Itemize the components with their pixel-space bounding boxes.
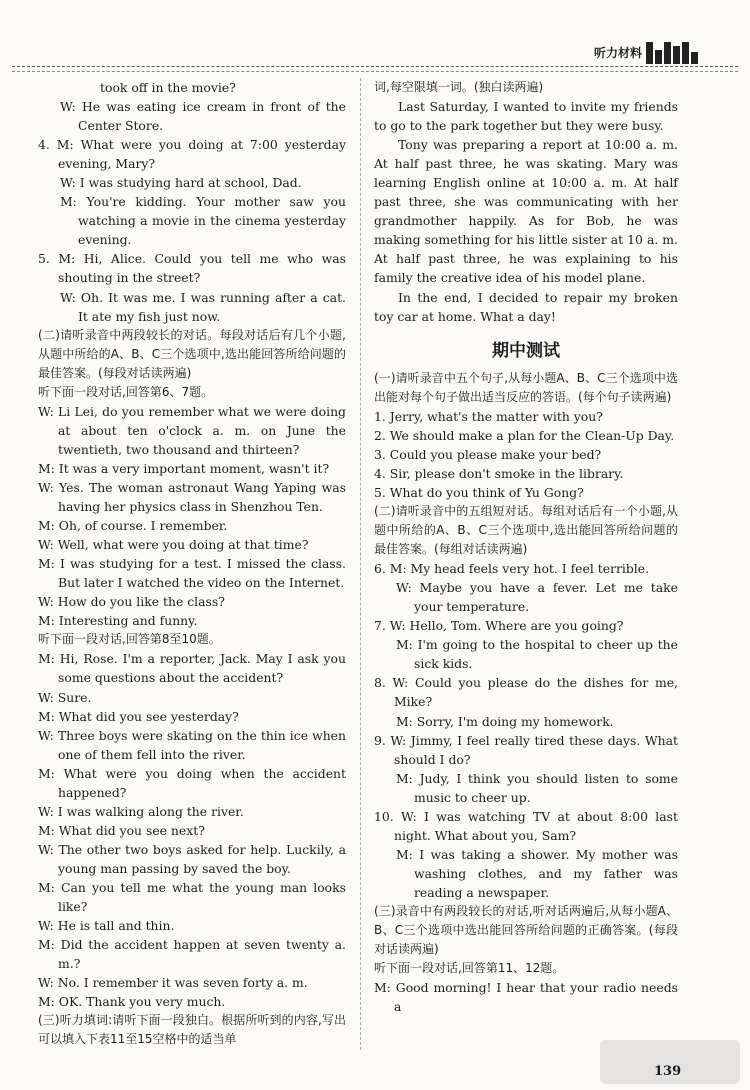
text-line: 5. M: Hi, Alice. Could you tell me who was shouting in the street? xyxy=(38,251,346,286)
text-line: M: It was a very important moment, wasn't it? xyxy=(38,460,330,476)
text-line: M: What did you see next? xyxy=(38,822,205,838)
text-line: M: Interesting and funny. xyxy=(38,613,198,629)
text-line: W: I was studying hard at school, Dad. xyxy=(60,175,302,191)
text-line: (三)录音中有两段较长的对话,听对话两遍后,从每小题A、B、C三个选项中选出能回答所给问题的正确答案。(每段对话读两遍) xyxy=(374,903,678,957)
text-line: (一)请听录音中五个句子,从每小题A、B、C三个选项中选出能对每个句子做出适当反应的答语。(每个句子读两遍) xyxy=(374,370,678,404)
column-divider xyxy=(360,78,361,1050)
text-line: W: I was walking along the river. xyxy=(38,803,244,819)
text-line: 6. M: My head feels very hot. I feel terrible. xyxy=(374,561,650,577)
text-line: W: Maybe you have a fever. Let me take your temperature. xyxy=(396,580,678,615)
text-line: M: Hi, Rose. I'm a reporter, Jack. May I ask you some questions about the accident? xyxy=(38,651,346,686)
left-column xyxy=(38,78,346,1049)
text-line: 5. What do you think of Yu Gong? xyxy=(374,484,584,500)
text-line: (二)请听录音中两段较长的对话。每段对话后有几个小题,从题中所给的A、B、C三个选项中,选出能回答所给问题的最佳答案。(每段对话读两遍) xyxy=(38,327,346,380)
text-line: M: Judy, I think you should listen to some music to cheer up. xyxy=(396,770,678,805)
page-number: 139 xyxy=(654,1064,682,1079)
text-line: M: You're kidding. Your mother saw you watching a movie in the cinema yesterday evening. xyxy=(60,194,346,248)
text-line: (三)听力填词:请听下面一段独白。根据所听到的内容,写出可以填入下表11至15空格中的适当单 xyxy=(38,1013,346,1047)
page-header xyxy=(0,0,750,70)
text-line: 7. W: Hello, Tom. Where are you going? xyxy=(374,618,624,634)
header-rule-secondary xyxy=(12,71,738,72)
text-line: 8. W: Could you please do the dishes for me, Mike? xyxy=(374,675,678,710)
text-line: M: Can you tell me what the young man looks like? xyxy=(38,879,346,915)
text-line: W: Li Lei, do you remember what we were doing at about ten o'clock a. m. on June the twentieth, two thousand and thirteen? xyxy=(38,403,346,457)
text-line: Tony was preparing a report at 10:00 a. m. At half past three, he was skating. Mary was learning English online at 10:00 a. m. At half past three, she was communicating with her grandmother happily. As for Bob, he was making something for his little sister at 10 a. m. At half past three, he was explaining to his family the creative idea of his model plane. xyxy=(374,137,678,286)
text-line: Last Saturday, I wanted to invite my friends to go to the park together but they were busy. xyxy=(374,99,678,134)
text-line: W: Well, what were you doing at that time? xyxy=(38,537,309,553)
text-line: W: He is tall and thin. xyxy=(38,918,175,934)
midterm-title: 期中测试 xyxy=(492,340,560,361)
text-line: 3. Could you please make your bed? xyxy=(374,446,602,462)
text-line: 听下面一段对话,回答第11、12题。 xyxy=(374,961,565,976)
text-line: M: I was studying for a test. I missed the class. But later I watched the video on the Internet. xyxy=(38,556,346,591)
text-line: took off in the movie? xyxy=(100,80,236,95)
text-line: W: How do you like the class? xyxy=(38,594,225,610)
text-line: M: Good morning! I hear that your radio needs a xyxy=(374,980,678,1015)
text-line: W: He was eating ice cream in front of the Center Store. xyxy=(60,99,346,134)
text-line: 2. We should make a plan for the Clean-Up Day. xyxy=(374,427,675,443)
text-line: 词,每空限填一词。(独白读两遍) xyxy=(374,80,544,94)
text-line: M: OK. Thank you very much. xyxy=(38,994,226,1010)
text-line: W: No. I remember it was seven forty a. m. xyxy=(38,975,308,991)
text-line: W: Three boys were skating on the thin ice when one of them fell into the river. xyxy=(38,727,346,762)
text-line: W: Sure. xyxy=(38,689,92,705)
text-line: (二)请听录音中的五组短对话。每组对话后有一个小题,从题中所给的A、B、C三个选项中,选出能回答所给问题的最佳答案。(每组对话读两遍) xyxy=(374,503,678,557)
text-line: M: Sorry, I'm doing my homework. xyxy=(396,713,614,729)
text-line: 9. W: Jimmy, I feel really tired these days. What should I do? xyxy=(374,732,678,767)
text-line: 1. Jerry, what's the matter with you? xyxy=(374,408,603,424)
text-line: W: Oh. It was me. I was running after a cat. It ate my fish just now. xyxy=(60,289,346,324)
text-line: In the end, I decided to repair my broken toy car at home. What a day! xyxy=(374,289,678,324)
text-line: 听下面一段对话,回答第6、7题。 xyxy=(38,384,214,399)
text-line: M: Oh, of course. I remember. xyxy=(38,518,228,534)
text-line: M: What did you see yesterday? xyxy=(38,708,239,724)
monologue-block xyxy=(374,78,678,326)
text-line: W: Yes. The woman astronaut Wang Yaping was having her physics class in Shenzhou Ten. xyxy=(38,479,346,515)
text-line: 4. M: What were you doing at 7:00 yesterday evening, Mary? xyxy=(38,137,346,172)
header-rule xyxy=(12,66,738,67)
text-line: 10. W: I was watching TV at about 8:00 last night. What about you, Sam? xyxy=(374,808,678,843)
text-line: M: Did the accident happen at seven twenty a. m.? xyxy=(38,937,346,972)
text-line: 4. Sir, please don't smoke in the library. xyxy=(374,465,624,481)
text-line: M: I was taking a shower. My mother was washing clothes, and my father was reading a newspaper. xyxy=(396,846,678,900)
text-line: 听下面一段对话,回答第8至10题。 xyxy=(38,632,221,647)
right-column xyxy=(374,78,678,1016)
text-line: M: I'm going to the hospital to cheer up the sick kids. xyxy=(396,637,678,672)
header-logo xyxy=(646,36,698,64)
text-line: W: The other two boys asked for help. Luckily, a young man passing by saved the boy. xyxy=(38,841,346,876)
section-label: 听力材料 xyxy=(593,46,642,60)
text-line: M: What were you doing when the accident happened? xyxy=(38,765,346,800)
midterm-block xyxy=(374,369,678,1017)
